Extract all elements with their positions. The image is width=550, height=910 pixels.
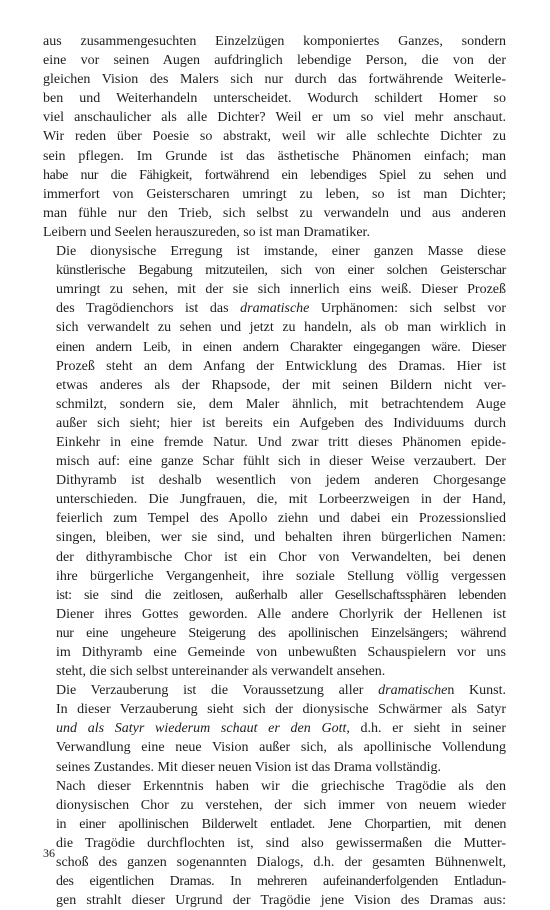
text-fragment: des Tragödienchors ist das dramatische Urphänomen: sich selbst vor	[56, 301, 506, 317]
text-line: nur eine ungeheure Steigerung des apollinischen Einzelsängers; während	[56, 625, 506, 641]
text-line: einen andern Leib, in einen andern Charakter eingegangen wäre. Dieser	[56, 339, 506, 355]
text-line: ben und Weiterhandeln unterscheidet. Wodurch schildert Homer so	[43, 91, 506, 107]
paragraph-3	[43, 681, 506, 776]
text-line: die Tragödie durchflochten ist, sind also gewissermaßen die Mutter-	[56, 835, 506, 851]
text-line: Die dionysische Erregung ist imstande, einer ganzen Masse diese	[56, 244, 506, 260]
text-line: immerfort von Geisterscharen umringt zu leben, so ist man Dichter;	[43, 186, 506, 202]
text-line: im Dithyramb eine Gemeinde von unbewußten Schauspielern vor uns	[56, 645, 506, 660]
text-line: Dithyramb ist deshalb wesentlich von jedem anderen Chorgesange	[56, 473, 506, 489]
body-text	[43, 32, 506, 910]
text-line: des eigentlichen Dramas. In mehreren aufeinanderfolgenden Entladun-	[56, 874, 506, 890]
paragraph-2	[43, 242, 506, 681]
text-line: etwas anderes als der Rhapsode, der mit seinen Bildern nicht ver-	[56, 377, 506, 393]
text-line: Diener ihres Gottes geworden. Alle andere Chorlyrik der Hellenen ist	[56, 606, 506, 622]
text-line: In dieser Verzauberung sieht sich der dionysische Schwärmer als Satyr	[56, 702, 506, 718]
text-line: Leibern und Seelen herauszureden, so ist man Dramatiker.	[43, 224, 370, 240]
text-line: aus zusammengesuchten Einzelzügen komponiertes Ganzes, sondern	[43, 34, 506, 49]
text-line: außer sich sieht; hier ist bereits ein Aufgeben des Individuums durch	[56, 415, 506, 431]
page-number: 36	[43, 846, 55, 860]
text-line: künstlerische Begabung mitzuteilen, sich von einer solchen Geisterschar	[56, 263, 506, 279]
text-line: und als Satyr wiederum schaut er den Gott, d.h. er sieht in seiner	[56, 721, 506, 737]
text-line: gen strahlt dieser Urgrund der Tragödie jene Vision des Dramas aus:	[56, 893, 506, 909]
text-line: eine vor seinen Augen aufdringlich lebendige Person, die von der	[43, 53, 506, 69]
text-line: singen, bleiben, wer sie sind, und behalten ihren bürgerlichen Namen:	[56, 530, 506, 546]
text-line: feierlich zum Tempel des Apollo ziehn und dabei ein Prozessionslied	[56, 511, 506, 527]
text-line: Einkehr in eine fremde Natur. Und zwar tritt dieses Phänomen epide-	[56, 434, 506, 450]
text-line: gleichen Vision des Malers sich nur durch das fortwährende Weiterle-	[43, 72, 506, 88]
text-line: dionysischen Chor zu verstehen, der sich immer von neuem wieder	[56, 797, 506, 813]
text-line: schmilzt, sondern sie, dem Maler ähnlich, mit betrachtendem Auge	[56, 396, 506, 412]
text-line	[43, 299, 506, 318]
text-line: steht, die sich selbst untereinander als verwandelt ansehen.	[56, 664, 386, 680]
text-line: Die Verzauberung ist die Voraussetzung aller dramatischen Kunst.	[56, 683, 506, 699]
text-line: Verwandlung eine neue Vision außer sich, als apollinische Vollendung	[56, 740, 506, 756]
text-line: misch auf: eine ganze Schar fühlt sich in dieser Weise verzaubert. Der	[56, 454, 506, 470]
text-line: unterschieden. Die Jungfrauen, die, mit Lorbeerzweigen in der Hand,	[56, 492, 506, 508]
emphasis-text: dramatische	[378, 683, 448, 699]
text-line: schoß des ganzen sogenannten Dialogs, d.h. der gesamten Bühnenwelt,	[56, 855, 506, 871]
text-line: der dithyrambische Chor ist ein Chor von Verwandelten, bei denen	[56, 549, 506, 565]
text-line: Wir reden über Poesie so abstrakt, weil wir alle schlechte Dichter zu	[43, 129, 506, 145]
text-line: man fühle nur den Trieb, sich selbst zu verwandeln und aus anderen	[43, 205, 506, 221]
paragraph-4	[43, 777, 506, 910]
text-line: ihre bürgerliche Vergangenheit, ihre soziale Stellung völlig vergessen	[56, 568, 506, 584]
text-line: Nach dieser Erkenntnis haben wir die griechische Tragödie als den	[56, 778, 506, 794]
text-line: in einer apollinischen Bilderwelt entladet. Jene Chorpartien, mit denen	[56, 816, 506, 832]
emphasis-text: und als Satyr wiederum schaut er den Gott,	[56, 721, 350, 737]
text-line: Prozeß steht an dem Anfang der Entwicklung des Dramas. Hier ist	[56, 358, 506, 374]
emphasis-text: dramatische	[240, 301, 310, 317]
text-line: seines Zustandes. Mit dieser neuen Vision ist das Drama vollständig.	[56, 759, 442, 775]
text-line: viel anschaulicher als alle Dichter? Weil er um so viel mehr anschaut.	[43, 110, 506, 126]
text-line: sein pflegen. Im Grunde ist das ästhetische Phänomen einfach; man	[43, 148, 506, 164]
text-line: sich verwandelt zu sehen und jetzt zu handeln, als ob man wirklich in	[56, 320, 506, 336]
text-line: umringt zu sehen, mit der sie sich innerlich eins weiß. Dieser Prozeß	[56, 282, 506, 298]
text-line: habe nur die Fähigkeit, fortwährend ein lebendiges Spiel zu sehen und	[43, 167, 506, 183]
paragraph-1	[43, 32, 506, 242]
text-line: ist: sie sind die zeitlosen, außerhalb aller Gesellschaftssphären lebenden	[56, 587, 506, 603]
